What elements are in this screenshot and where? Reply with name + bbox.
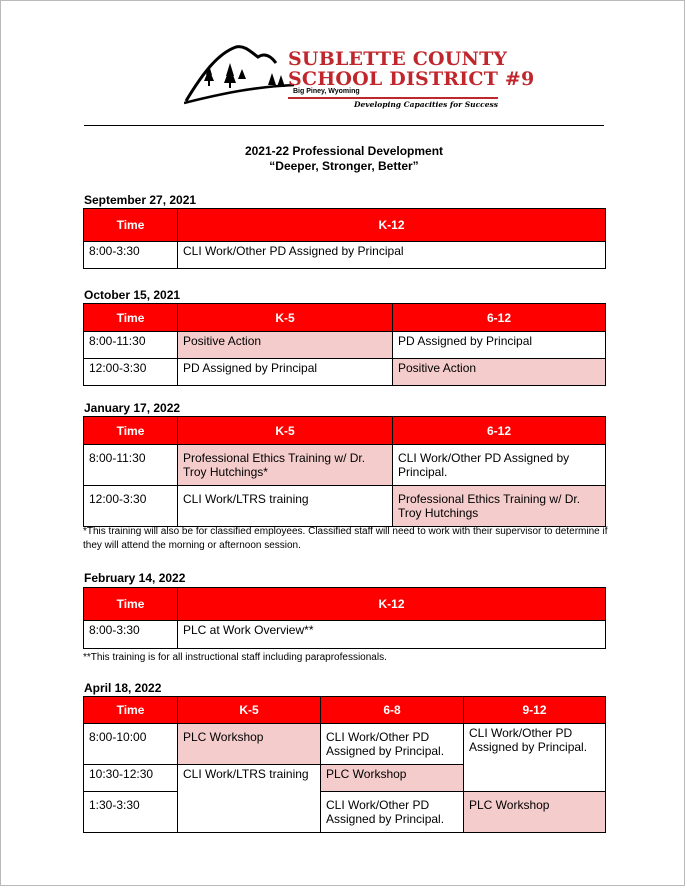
time-cell: 8:00-3:30 bbox=[84, 621, 178, 649]
table-row bbox=[84, 621, 606, 649]
column-header: 6-12 bbox=[393, 417, 606, 445]
activity-cell: CLI Work/Other PD Assigned by Principal bbox=[178, 242, 606, 269]
table-row bbox=[84, 242, 606, 269]
mountain-trees-logo-graphic bbox=[184, 41, 296, 107]
logo-rule bbox=[288, 97, 498, 99]
column-header: K-5 bbox=[178, 697, 321, 724]
district-logo bbox=[184, 41, 535, 116]
time-cell: 8:00-11:30 bbox=[84, 445, 178, 486]
time-cell: 1:30-3:30 bbox=[84, 792, 178, 833]
schedule-table-jan bbox=[83, 416, 606, 527]
logo-tagline: Developing Capacities for Success bbox=[354, 100, 498, 109]
activity-cell: PLC Workshop bbox=[178, 724, 321, 765]
column-header: K-5 bbox=[178, 417, 393, 445]
activity-cell: PLC at Work Overview** bbox=[178, 621, 606, 649]
footnote-jan: *This training will also be for classified employees. Classified staff will need to work with their supervisor to determine if they will attend the morning or afternoon session. bbox=[83, 526, 608, 551]
activity-cell: CLI Work/Other PD Assigned by Principal. bbox=[464, 724, 606, 792]
activity-cell: CLI Work/LTRS training bbox=[178, 765, 321, 833]
activity-cell: PLC Workshop bbox=[464, 792, 606, 833]
activity-cell: Positive Action bbox=[393, 359, 606, 386]
column-header: 6-8 bbox=[321, 697, 464, 724]
table-header-row bbox=[84, 304, 606, 332]
time-cell: 12:00-3:30 bbox=[84, 486, 178, 527]
session-date-feb: February 14, 2022 bbox=[84, 571, 186, 585]
table-row bbox=[84, 792, 606, 833]
column-header: Time bbox=[84, 417, 178, 445]
table-header-row bbox=[84, 209, 606, 242]
column-header: Time bbox=[84, 304, 178, 332]
table-header-row bbox=[84, 697, 606, 724]
session-date-apr: April 18, 2022 bbox=[84, 681, 162, 695]
activity-cell: Professional Ethics Training w/ Dr. Troy Hutchings* bbox=[178, 445, 393, 486]
activity-cell: CLI Work/Other PD Assigned by Principal. bbox=[321, 792, 464, 833]
table-header-row bbox=[84, 588, 606, 621]
logo-title bbox=[288, 49, 534, 89]
activity-cell: PD Assigned by Principal bbox=[393, 332, 606, 359]
session-date-jan: January 17, 2022 bbox=[84, 401, 181, 415]
column-header: Time bbox=[84, 697, 178, 724]
time-cell: 8:00-11:30 bbox=[84, 332, 178, 359]
schedule-table-apr bbox=[83, 696, 606, 833]
time-cell: 8:00-10:00 bbox=[84, 724, 178, 765]
logo-line2: SCHOOL DISTRICT #9 bbox=[288, 68, 535, 90]
time-cell: 12:00-3:30 bbox=[84, 359, 178, 386]
activity-cell: PD Assigned by Principal bbox=[178, 359, 393, 386]
table-header-row bbox=[84, 417, 606, 445]
table-row bbox=[84, 359, 606, 386]
table-row bbox=[84, 724, 606, 765]
column-header: K-12 bbox=[178, 209, 606, 242]
activity-cell: Positive Action bbox=[178, 332, 393, 359]
table-row bbox=[84, 445, 606, 486]
footnote-feb: **This training is for all instructional staff including paraprofessionals. bbox=[83, 652, 387, 663]
time-cell: 8:00-3:30 bbox=[84, 242, 178, 269]
activity-cell: CLI Work/Other PD Assigned by Principal. bbox=[321, 724, 464, 765]
activity-cell: CLI Work/LTRS training bbox=[178, 486, 393, 527]
schedule-table-oct bbox=[83, 303, 606, 386]
schedule-table-sep bbox=[83, 208, 606, 269]
document-subtitle: “Deeper, Stronger, Better” bbox=[269, 159, 419, 173]
time-cell: 10:30-12:30 bbox=[84, 765, 178, 792]
column-header: 6-12 bbox=[393, 304, 606, 332]
schedule-table-feb bbox=[83, 587, 606, 649]
column-header: Time bbox=[84, 209, 178, 242]
column-header: Time bbox=[84, 588, 178, 621]
document-title: 2021-22 Professional Development bbox=[244, 144, 444, 158]
activity-cell: Professional Ethics Training w/ Dr. Troy Hutchings bbox=[393, 486, 606, 527]
column-header: 9-12 bbox=[464, 697, 606, 724]
column-header: K-5 bbox=[178, 304, 393, 332]
session-date-sep: September 27, 2021 bbox=[84, 193, 197, 207]
header-divider bbox=[84, 125, 604, 126]
table-row bbox=[84, 332, 606, 359]
logo-location: Big Piney, Wyoming bbox=[293, 88, 360, 95]
activity-cell: PLC Workshop bbox=[321, 765, 464, 792]
table-row bbox=[84, 486, 606, 527]
logo-line1: SUBLETTE COUNTY bbox=[288, 48, 508, 70]
column-header: K-12 bbox=[178, 588, 606, 621]
session-date-oct: October 15, 2021 bbox=[84, 288, 181, 302]
activity-cell: CLI Work/Other PD Assigned by Principal. bbox=[393, 445, 606, 486]
